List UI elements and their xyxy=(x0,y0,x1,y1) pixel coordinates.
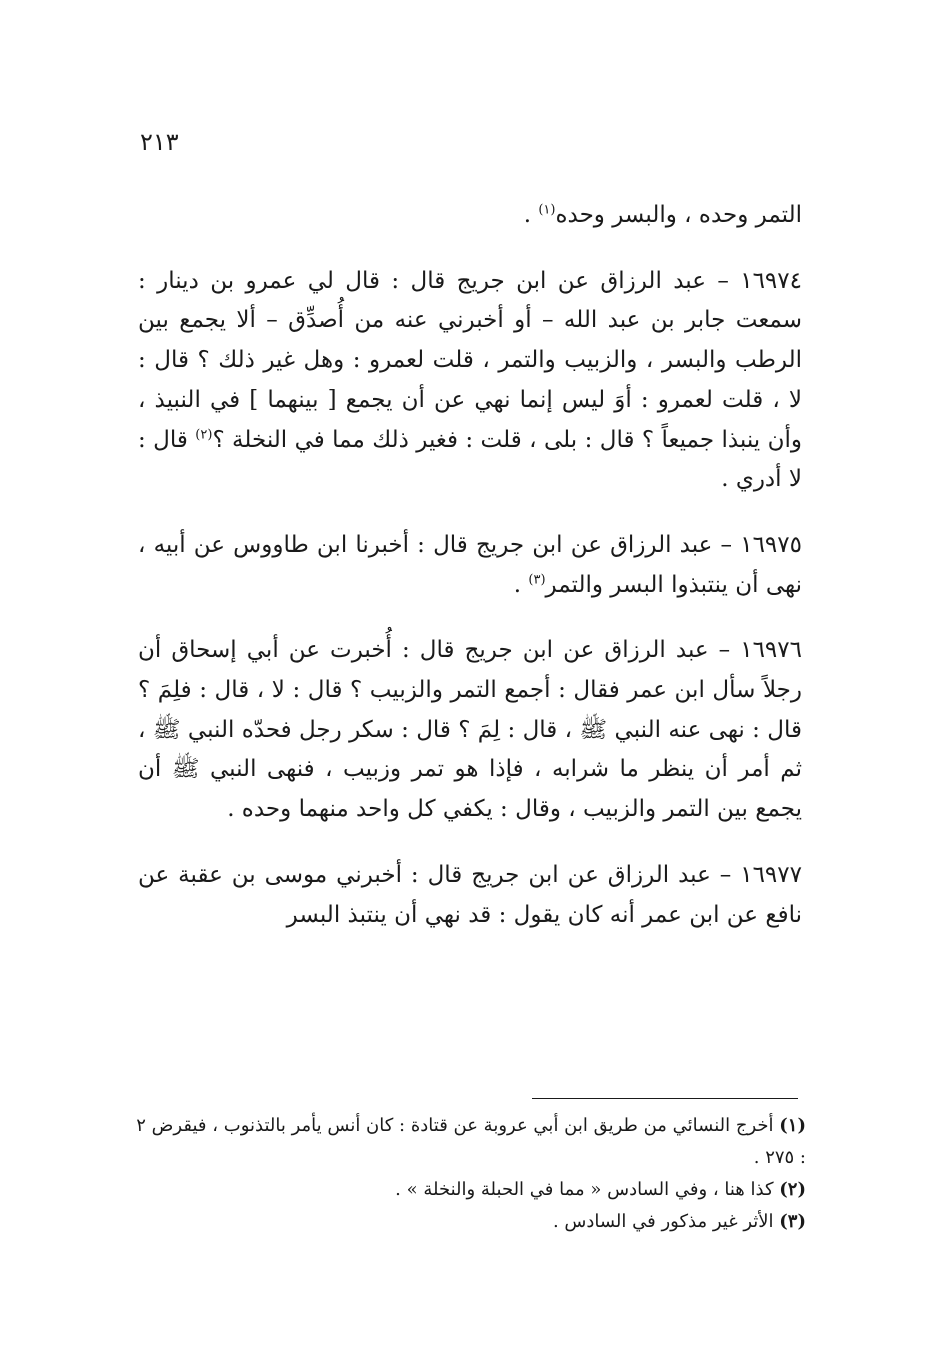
footnote-text: كذا هنا ، وفي السادس « مما في الحبلة والنخلة » . xyxy=(395,1179,780,1200)
page-number: ٢١٣ xyxy=(140,128,179,156)
paragraph-text: ١٦٩٧٦ – عبد الرزاق عن ابن جريج قال : أُخبرت عن أبي إسحاق أن رجلاً سأل ابن عمر فقال : أجمع التمر والزبيب ؟ قال : لا ، قال : فلِمَ ؟ قال : نهى عنه النبي ﷺ ، قال : لِمَ ؟ قال : سكر رجل فحدّه النبي ﷺ ، ثم أمر أن ينظر ما شرابه ، فإذا هو تمر وزبيب ، فنهى النبي ﷺ أن يجمع بين التمر والزبيب ، وقال : يكفي كل واحد منهما وحده . xyxy=(138,637,802,823)
paragraph-tail: . xyxy=(523,202,539,228)
main-text xyxy=(138,196,802,935)
paragraph-text: ١٦٩٧٤ – عبد الرزاق عن ابن جريج قال : قال لي عمرو بن دينار : سمعت جابر بن عبد الله – أو أخبرني عنه من أُصدِّق – ألا يجمع بين الرطب والبسر ، والزبيب والتمر ، قلت لعمرو : وهل غير ذلك ؟ قال : لا ، قلت لعمرو : أوَ ليس إنما نهي عن أن يجمع [ بينهما ] في النبيذ ، وأن ينبذا جميعاً ؟ قال : بلى ، قلت : فغير ذلك مما في النخلة ؟ xyxy=(138,267,803,453)
footnote-number: (٣) xyxy=(779,1211,806,1232)
footnote-3 xyxy=(130,1206,806,1238)
paragraph-continuation xyxy=(138,196,802,236)
hadith-16974 xyxy=(138,262,802,500)
paragraph-text: ١٦٩٧٧ – عبد الرزاق عن ابن جريج قال : أخبرني موسى بن عقبة عن نافع عن ابن عمر أنه كان يقول : قد نهي أن ينتبذ البسر xyxy=(138,861,802,928)
footnote-divider xyxy=(532,1098,798,1099)
footnote-ref: (٣) xyxy=(528,571,546,587)
paragraph-text: ١٦٩٧٥ – عبد الرزاق عن ابن جريج قال : أخبرنا ابن طاووس عن أبيه ، نهى أن ينتبذوا البسر والتمر xyxy=(138,531,802,598)
footnote-2 xyxy=(130,1174,806,1206)
footnote-ref: (٢) xyxy=(195,426,213,442)
paragraph-text: التمر وحده ، والبسر وحده xyxy=(555,202,802,228)
footnote-number: (٢) xyxy=(779,1179,806,1200)
hadith-16975 xyxy=(138,526,802,605)
paragraph-tail: . xyxy=(513,571,529,598)
footnote-text: أخرج النسائي من طريق ابن أبي عروبة عن قتادة : كان أنس يأمر بالتذنوب ، فيقرض ٢ : ٢٧٥ . xyxy=(136,1115,806,1168)
paragraph-tail: قال : لا أدري . xyxy=(138,426,802,493)
hadith-16977 xyxy=(138,856,802,935)
hadith-16976 xyxy=(138,631,802,830)
footnote-1 xyxy=(130,1110,806,1174)
footnote-text: الأثر غير مذكور في السادس . xyxy=(552,1211,780,1232)
footnote-ref: (١) xyxy=(538,202,556,218)
footnotes xyxy=(130,1110,806,1238)
footnote-number: (١) xyxy=(779,1115,806,1136)
